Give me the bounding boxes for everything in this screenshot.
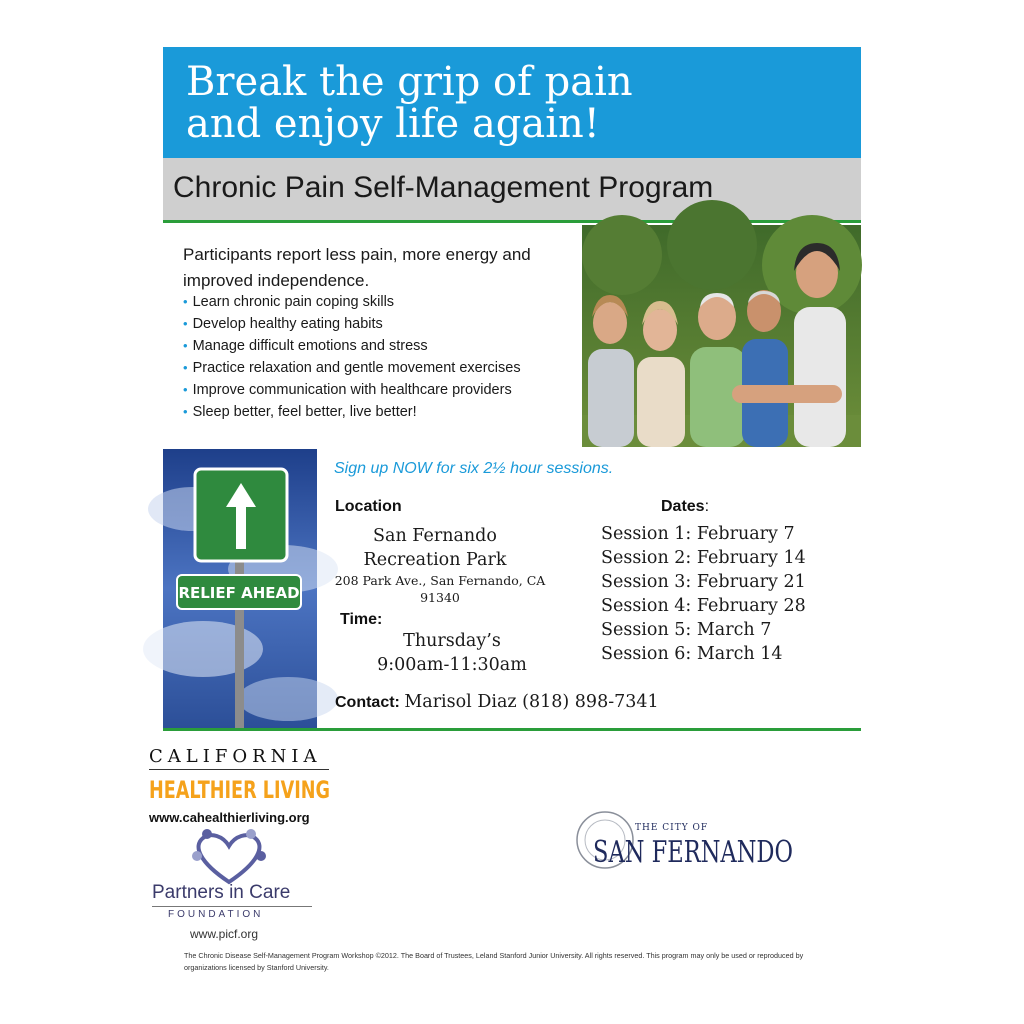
divider [163,728,861,731]
session-date: Session 2: February 14 [601,548,806,568]
contact-label: Contact: [335,694,400,711]
session-date: Session 6: March 14 [601,644,783,664]
hero-headline-line1: Break the grip of pain [186,59,633,105]
session-date: Session 5: March 7 [601,620,772,640]
session-date: Session 4: February 28 [601,596,806,616]
san-fernando-logo [575,800,800,878]
venue-name-line2: Recreation Park [363,550,507,570]
time-label: Time: [340,611,383,628]
signup-text: Sign up NOW for six 2½ hour sessions. [334,460,614,477]
session-hours: 9:00am-11:30am [377,655,527,675]
list-item: • Learn chronic pain coping skills [183,294,395,310]
heart-logo-icon [189,826,269,886]
hero-headline-line2: and enjoy life again! [186,101,600,147]
list-item: • Practice relaxation and gentle movement exercises [183,360,521,376]
picf-url[interactable]: www.picf.org [190,927,259,941]
svg-text:HEALTHIER LIVING: HEALTHIER LIVING [149,776,330,804]
session-day: Thursday’s [403,631,501,651]
hero-banner [163,47,861,158]
relief-ahead-image [163,449,317,728]
bullet-icon: • [183,338,188,353]
intro-text: Participants report less pain, more energy and improved independence. [183,245,531,290]
program-title: Chronic Pain Self-Management Program [173,171,714,204]
relief-ahead-sign: RELIEF AHEAD [178,584,300,602]
list-item: • Develop healthy eating habits [183,316,383,332]
address-line1: 208 Park Ave., San Fernando, CA [334,573,546,588]
list-item: • Manage difficult emotions and stress [183,338,428,354]
bullet-icon: • [183,294,188,309]
california-wordmark: CALIFORNIA [149,746,322,767]
bullet-icon: • [183,382,188,397]
foundation-wordmark: FOUNDATION [168,909,264,920]
svg-text:SAN FERNANDO: SAN FERNANDO [593,835,793,870]
divider [163,220,861,223]
bullet-icon: • [183,404,188,419]
location-label: Location [335,498,402,515]
partners-in-care-wordmark: Partners in Care [152,882,291,903]
contact-value: Marisol Diaz (818) 898-7341 [404,692,659,712]
list-item: • Sleep better, feel better, live better! [183,404,417,420]
dates-label: Dates: [661,498,710,515]
program-title-bar [163,158,861,220]
bullet-icon: • [183,316,188,331]
california-url[interactable]: www.cahealthierliving.org [149,810,310,825]
divider [152,906,312,907]
contact-line [335,692,659,712]
svg-text:THE CITY OF: THE CITY OF [635,823,709,833]
session-date: Session 3: February 21 [601,572,806,592]
session-date: Session 1: February 7 [601,524,795,544]
address-line2: 91340 [420,590,460,605]
benefits-list [183,291,583,423]
venue-name-line1: San Fernando [373,526,497,546]
legal-notice: The Chronic Disease Self-Management Program Workshop ©2012. The Board of Trustees, Leland Stanford Junior University. All rights reserved. This program may only be used or reproduced by organizations licensed by Stanford University. [184,951,804,972]
bullet-icon: • [183,360,188,375]
list-item: • Improve communication with healthcare providers [183,382,512,398]
group-photo [582,225,861,447]
healthier-living-logo [149,770,334,804]
